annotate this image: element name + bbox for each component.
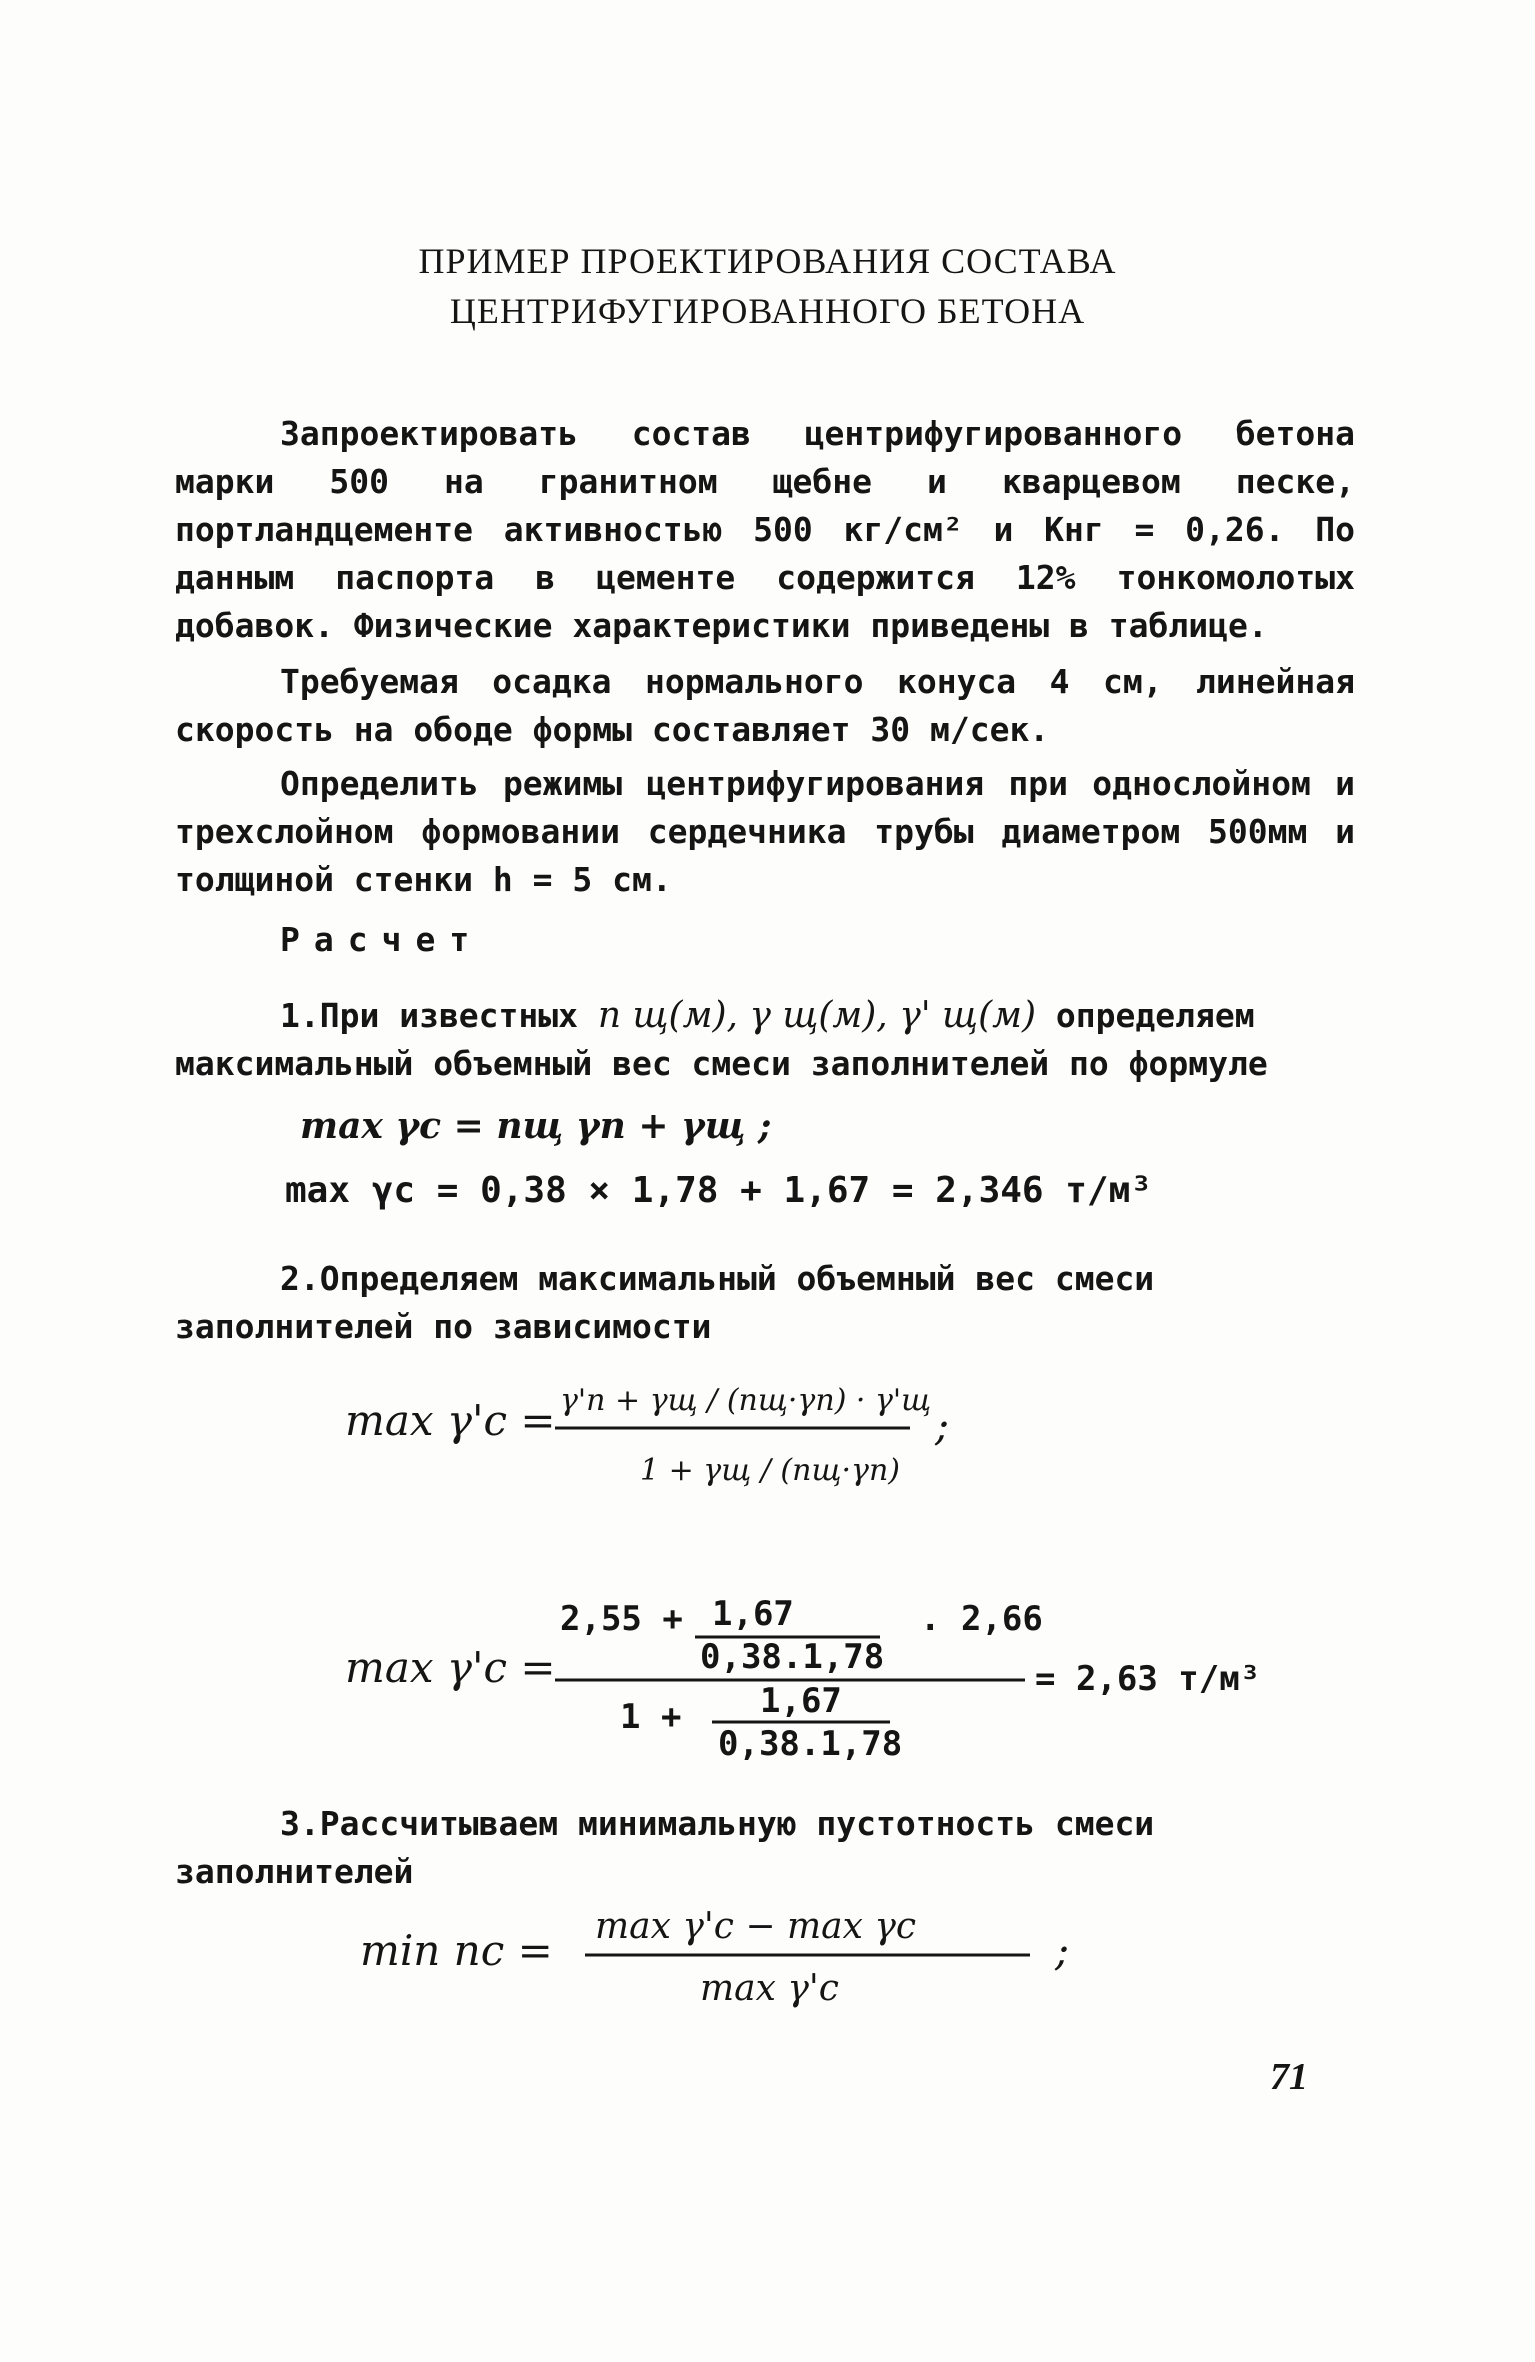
page-number: 71 [1270,2056,1308,2098]
formula-4-lhs: min nc = [360,1926,553,1975]
page-title-line1: ПРИМЕР ПРОЕКТИРОВАНИЯ СОСТАВА [418,241,1117,281]
formula-3-lhs: max γ'c = [345,1643,556,1692]
paragraph-task-text: Запроектировать состав центрифугированного бетона марки 500 на гранитном щебне и кварцевом песке, портландцементе активностью 500 кг/см² и Кнг = 0,26. По данным паспорта в цементе содержится 12% тонкомолотых добавок. Физические характеристики приведены в таблице. [175,414,1355,645]
formula-3-den-frac-top: 1,67 [760,1681,842,1721]
step-1-suffix: определяем максимальный объемный вес смеси заполнителей по формуле [175,996,1268,1083]
formula-2-semicolon: ; [935,1401,950,1450]
step-1-prefix: 1.При известных [280,996,579,1035]
formula-3-den-a: 1 + [620,1697,682,1737]
step-1-variables: n щ(м), γ щ(м), γ' щ(м) [597,995,1037,1036]
formula-2-numerator: γ'п + γщ / (nщ·γп) · γ'щ [560,1383,932,1418]
paragraph-modes-text: Определить режимы центрифугирования при однослойном и трехслойном формовании сердечника трубы диаметром 500мм и толщиной стенки h = 5 см. [175,764,1355,899]
step-3 [175,1800,1355,1896]
formula-max-gamma-c: max γc = nщ γп + γщ ; [300,1105,772,1147]
formula-3-num-a: 2,55 + [560,1599,683,1639]
formula-3-num-frac-top: 1,67 [712,1594,794,1634]
step-2-text: 2.Определяем максимальный объемный вес смеси заполнителей по зависимости [175,1259,1155,1346]
step-3-text: 3.Рассчитываем минимальную пустотность смеси заполнителей [175,1804,1155,1891]
paragraph-slump-text: Требуемая осадка нормального конуса 4 см, линейная скорость на ободе формы составляет 30 м/сек. [175,662,1355,749]
formula-4-numerator: max γ'c − max γc [595,1906,916,1947]
formula-3-num-frac-bot: 0,38.1,78 [700,1637,885,1677]
page-title-line2: ЦЕНТРИФУГИРОВАННОГО БЕТОНА [449,291,1086,331]
section-heading-raschet: Расчет [280,920,484,959]
formula-2-denominator: 1 + γщ / (nщ·γп) [640,1453,900,1488]
formula-2-lhs: max γ'c = [345,1396,556,1445]
formula-4-semicolon: ; [1055,1926,1070,1975]
formula-3-num-b: . 2,66 [920,1599,1043,1639]
formula-4-denominator: max γ'c [700,1968,839,2009]
formula-3-result: = 2,63 т/м³ [1035,1659,1261,1699]
formula-max-gamma-c-numeric: max γc = 0,38 × 1,78 + 1,67 = 2,346 т/м³ [285,1170,1152,1211]
formula-3-den-frac-bot: 0,38.1,78 [718,1724,903,1764]
